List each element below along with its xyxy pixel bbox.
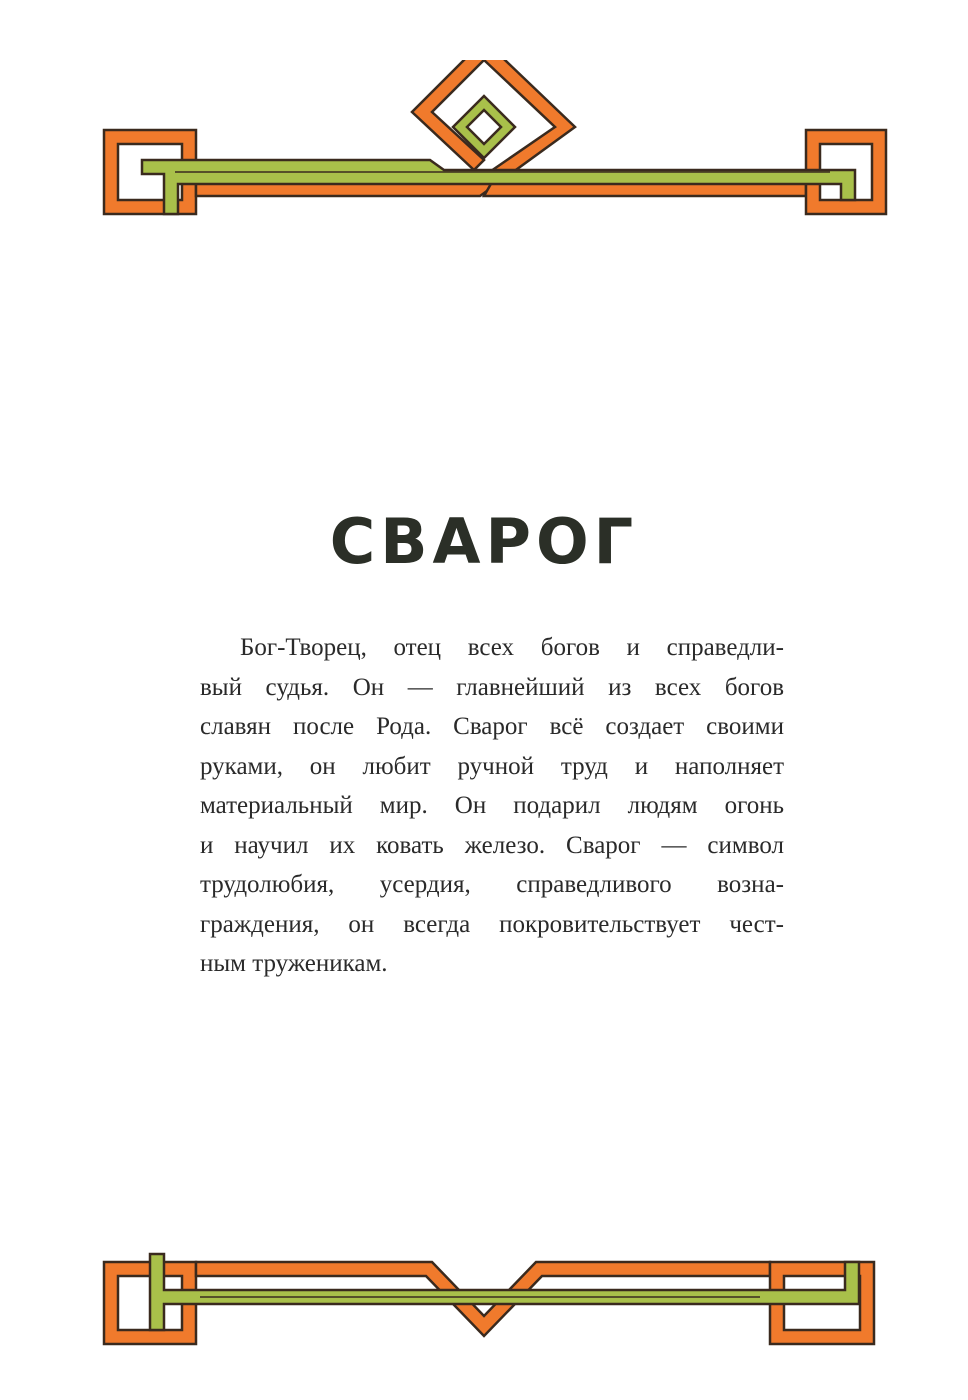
text-line: ным труженикам.: [200, 950, 388, 977]
text-line: и научил их ковать железо. Сварог — символ: [200, 831, 784, 859]
top-ornament: [0, 60, 968, 230]
text-line: граждения, он всегда покровительствует чест-: [200, 910, 784, 938]
page-title: СВАРОГ: [329, 505, 639, 578]
text-line: Бог-Творец, отец всех богов и справедли-: [240, 634, 784, 661]
text-line: материальный мир. Он подарил людям огонь: [200, 792, 784, 819]
text-line: вый судья. Он — главнейший из всех богов: [200, 673, 784, 701]
bottom-ornament: [0, 1240, 968, 1360]
text-line: трудолюбия, усердия, справедливого возна-: [200, 871, 784, 898]
text-line: славян после Рода. Сварог всё создает своими: [200, 713, 784, 740]
text-line: руками, он любит ручной труд и наполняет: [200, 752, 784, 780]
body-paragraph: [200, 628, 784, 984]
